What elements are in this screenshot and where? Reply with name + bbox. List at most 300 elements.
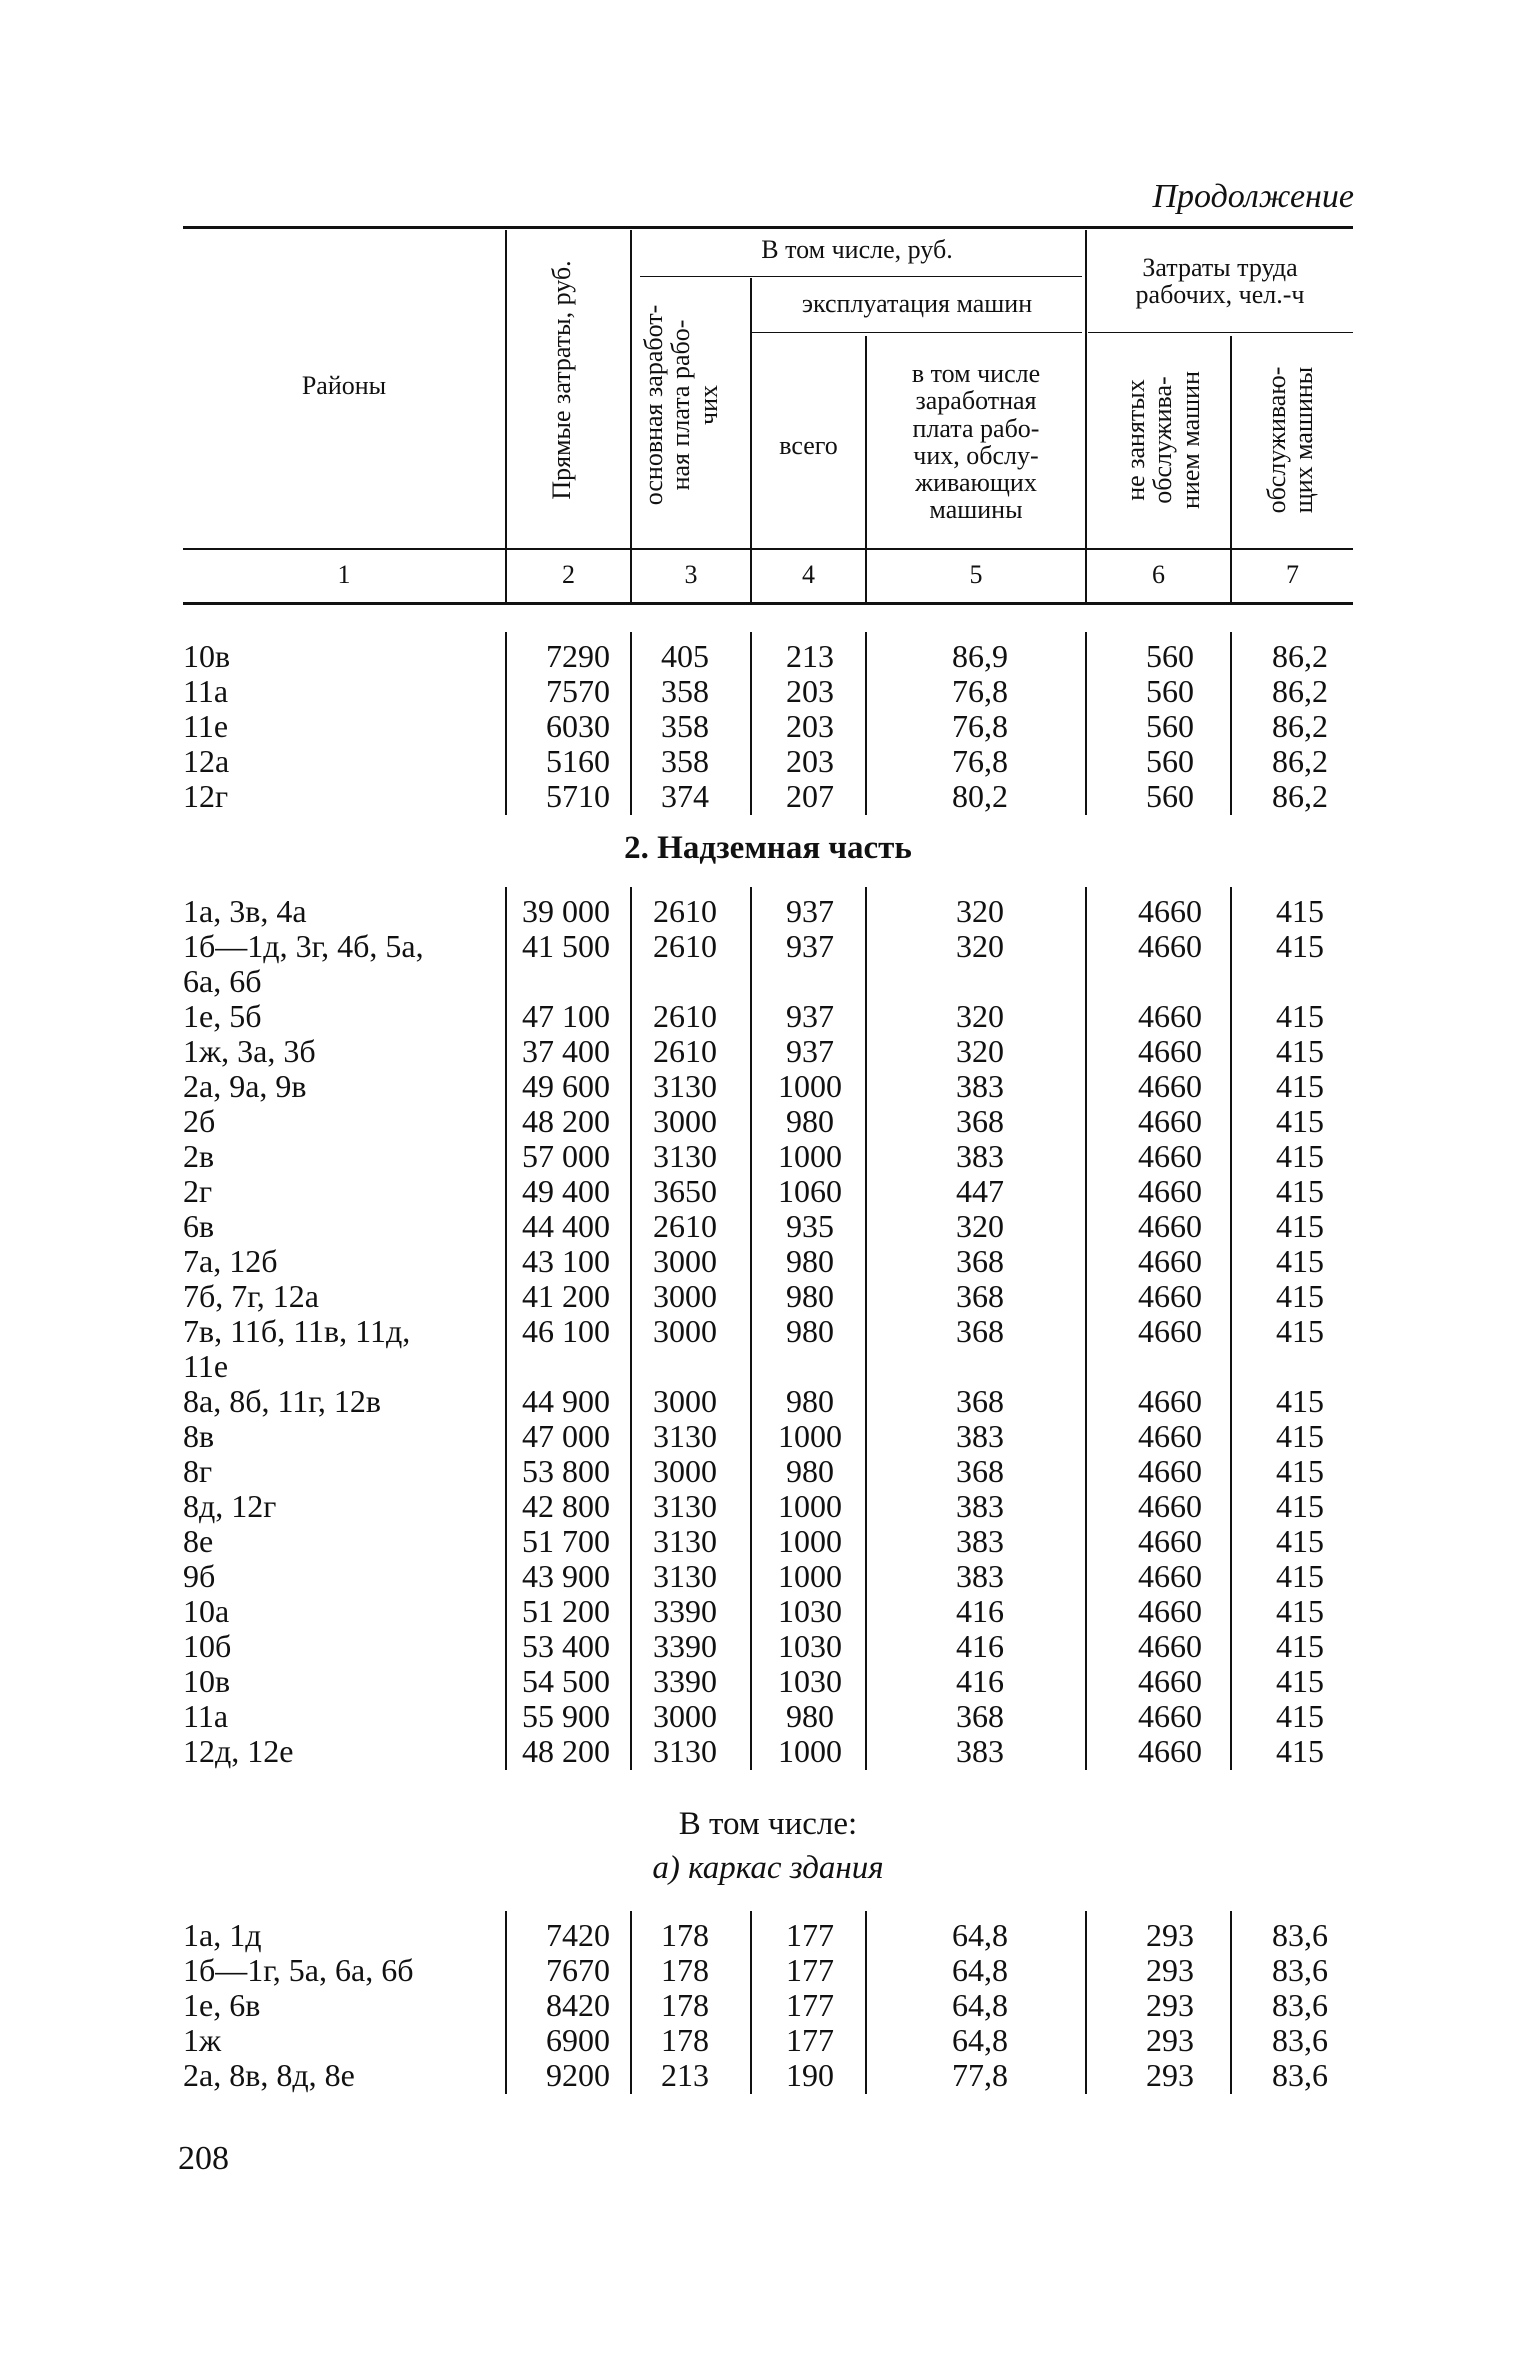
value-cell: 560: [1146, 778, 1194, 814]
value-cell: 1060: [778, 1173, 842, 1209]
district-cell: 8г: [183, 1453, 213, 1489]
value-cell: 43 100: [522, 1243, 610, 1279]
header-line: плата рабо-: [912, 413, 1040, 443]
value-cell: 560: [1146, 673, 1194, 709]
value-cell: 447: [956, 1173, 1004, 1209]
table-row: [0, 1488, 1536, 1523]
column-divider: [865, 1911, 867, 2094]
value-cell: 4660: [1138, 1243, 1202, 1279]
value-cell: 203: [786, 673, 834, 709]
value-cell: 3000: [653, 1103, 717, 1139]
value-cell: 405: [661, 638, 709, 674]
value-cell: 64,8: [952, 2022, 1008, 2058]
value-cell: 7570: [546, 673, 610, 709]
value-cell: 53 400: [522, 1628, 610, 1664]
district-cell: 12а: [183, 743, 230, 779]
table-row: [0, 2022, 1536, 2057]
value-cell: 83,6: [1272, 1952, 1328, 1988]
value-cell: 8420: [546, 1987, 610, 2023]
value-cell: 415: [1276, 1488, 1324, 1524]
value-cell: 54 500: [522, 1663, 610, 1699]
district-cell: 2б: [183, 1103, 216, 1139]
value-cell: 1000: [778, 1488, 842, 1524]
district-cell: 1ж: [183, 2022, 222, 2058]
value-cell: 937: [786, 928, 834, 964]
value-cell: 86,2: [1272, 743, 1328, 779]
column-number: 7: [1286, 560, 1299, 589]
column-number: 1: [337, 560, 351, 589]
header-servicing: [1263, 345, 1318, 535]
value-cell: 86,2: [1272, 708, 1328, 744]
table-row: [0, 1917, 1536, 1952]
value-cell: 7420: [546, 1917, 610, 1953]
header-line: машины: [929, 495, 1023, 525]
value-cell: 980: [786, 1243, 834, 1279]
table-row: [0, 1313, 1536, 1348]
column-divider: [630, 632, 632, 815]
table-row: [0, 1243, 1536, 1278]
table-row: [0, 998, 1536, 1033]
header-base-wage: [640, 275, 722, 535]
value-cell: 42 800: [522, 1488, 610, 1524]
district-cell: 10а: [183, 1593, 230, 1629]
district-cell: 7а, 12б: [183, 1243, 278, 1279]
value-cell: 207: [786, 778, 834, 814]
group-rule: [1088, 332, 1353, 333]
value-cell: 3130: [653, 1418, 717, 1454]
value-cell: 80,2: [952, 778, 1008, 814]
district-cell: 6в: [183, 1208, 215, 1244]
value-cell: 415: [1276, 1313, 1324, 1349]
value-cell: 293: [1146, 1917, 1194, 1953]
header-line: Затраты труда: [1142, 253, 1298, 282]
value-cell: 320: [956, 1208, 1004, 1244]
column-divider: [1230, 1911, 1232, 2094]
column-number: 5: [969, 560, 983, 589]
header-line: чих, обслу-: [913, 440, 1039, 470]
header-line: щих машины: [1289, 366, 1319, 514]
value-cell: 55 900: [522, 1698, 610, 1734]
column-divider: [630, 1911, 632, 2094]
value-cell: 41 500: [522, 928, 610, 964]
value-cell: 4660: [1138, 1698, 1202, 1734]
value-cell: 358: [661, 673, 709, 709]
table-row: [0, 1523, 1536, 1558]
column-divider: [1085, 887, 1087, 1770]
value-cell: 83,6: [1272, 1917, 1328, 1953]
district-cell: 8д, 12г: [183, 1488, 277, 1524]
value-cell: 293: [1146, 1952, 1194, 1988]
value-cell: 47 000: [522, 1418, 610, 1454]
value-cell: 4660: [1138, 1313, 1202, 1349]
header-divider: [630, 230, 632, 602]
value-cell: 293: [1146, 1987, 1194, 2023]
column-number: 3: [684, 560, 698, 589]
table-section: [0, 638, 1536, 818]
column-number: 4: [802, 560, 815, 589]
column-number: 6: [1152, 560, 1165, 589]
value-cell: 177: [786, 1917, 834, 1953]
value-cell: 415: [1276, 1208, 1324, 1244]
table-row: [0, 1278, 1536, 1313]
value-cell: 2610: [653, 893, 717, 929]
header-group-rub: В том числе, руб.: [761, 235, 953, 264]
value-cell: 57 000: [522, 1138, 610, 1174]
column-divider: [1085, 632, 1087, 815]
value-cell: 383: [956, 1523, 1004, 1559]
district-cell: 10в: [183, 1663, 231, 1699]
value-cell: 415: [1276, 1383, 1324, 1419]
column-divider: [505, 1911, 507, 2094]
value-cell: 4660: [1138, 1628, 1202, 1664]
value-cell: 4660: [1138, 1208, 1202, 1244]
table-row: [0, 2057, 1536, 2092]
district-cell: 6а, 6б: [183, 963, 262, 999]
value-cell: 86,9: [952, 638, 1008, 674]
header-line: ная плата рабо-: [666, 319, 696, 491]
value-cell: 3650: [653, 1173, 717, 1209]
district-cell: 12д, 12е: [183, 1733, 294, 1769]
value-cell: 3000: [653, 1278, 717, 1314]
table-row: [0, 1558, 1536, 1593]
table-section: [0, 1917, 1536, 2107]
value-cell: 415: [1276, 1523, 1324, 1559]
value-cell: 9200: [546, 2057, 610, 2093]
value-cell: 64,8: [952, 1952, 1008, 1988]
header-direct-costs: Прямые затраты, руб.: [547, 260, 576, 500]
value-cell: 415: [1276, 1733, 1324, 1769]
value-cell: 415: [1276, 893, 1324, 929]
value-cell: 416: [956, 1628, 1004, 1664]
value-cell: 7670: [546, 1952, 610, 1988]
value-cell: 416: [956, 1593, 1004, 1629]
value-cell: 980: [786, 1103, 834, 1139]
value-cell: 368: [956, 1698, 1004, 1734]
value-cell: 4660: [1138, 1173, 1202, 1209]
value-cell: 190: [786, 2057, 834, 2093]
header-line: обслужива-: [1148, 376, 1178, 504]
value-cell: 4660: [1138, 1663, 1202, 1699]
value-cell: 44 900: [522, 1383, 610, 1419]
district-cell: 1а, 3в, 4а: [183, 893, 307, 929]
table-row: [0, 1383, 1536, 1418]
value-cell: 415: [1276, 928, 1324, 964]
column-divider: [750, 887, 752, 1770]
page-number: 208: [178, 2140, 229, 2177]
value-cell: 3000: [653, 1383, 717, 1419]
value-cell: 1030: [778, 1628, 842, 1664]
value-cell: 415: [1276, 1558, 1324, 1594]
table-row: [0, 1453, 1536, 1488]
table-row: [0, 1663, 1536, 1698]
value-cell: 4660: [1138, 1103, 1202, 1139]
value-cell: 383: [956, 1418, 1004, 1454]
value-cell: 4660: [1138, 893, 1202, 929]
value-cell: 86,2: [1272, 638, 1328, 674]
table-row: [0, 1418, 1536, 1453]
value-cell: 1000: [778, 1523, 842, 1559]
value-cell: 77,8: [952, 2057, 1008, 2093]
value-cell: 415: [1276, 1138, 1324, 1174]
value-cell: 4660: [1138, 998, 1202, 1034]
value-cell: 1000: [778, 1138, 842, 1174]
district-cell: 8в: [183, 1418, 215, 1454]
value-cell: 1000: [778, 1068, 842, 1104]
value-cell: 415: [1276, 1593, 1324, 1629]
value-cell: 383: [956, 1068, 1004, 1104]
value-cell: 43 900: [522, 1558, 610, 1594]
table-row: [0, 673, 1536, 708]
table-row: [0, 1593, 1536, 1628]
value-cell: 213: [786, 638, 834, 674]
district-cell: 8а, 8б, 11г, 12в: [183, 1383, 381, 1419]
value-cell: 53 800: [522, 1453, 610, 1489]
header-machine-wage: [867, 360, 1085, 524]
table-row: [0, 1103, 1536, 1138]
value-cell: 4660: [1138, 1488, 1202, 1524]
value-cell: 980: [786, 1698, 834, 1734]
district-cell: 11е: [183, 708, 229, 744]
value-cell: 368: [956, 1243, 1004, 1279]
district-cell: 8е: [183, 1523, 214, 1559]
column-divider: [1230, 887, 1232, 1770]
value-cell: 374: [661, 778, 709, 814]
value-cell: 980: [786, 1383, 834, 1419]
value-cell: 3390: [653, 1628, 717, 1664]
header-top-rule: [183, 226, 1353, 229]
column-divider: [865, 632, 867, 815]
value-cell: 5710: [546, 778, 610, 814]
header-divider: [505, 230, 507, 602]
value-cell: 37 400: [522, 1033, 610, 1069]
column-divider: [630, 887, 632, 1770]
section-title: 2. Надземная часть: [624, 830, 912, 866]
value-cell: 2610: [653, 928, 717, 964]
value-cell: 178: [661, 2022, 709, 2058]
header-line: в том числе: [911, 359, 1041, 388]
value-cell: 4660: [1138, 1278, 1202, 1314]
header-line: не занятых: [1121, 379, 1150, 501]
value-cell: 2610: [653, 998, 717, 1034]
header-total: всего: [779, 431, 838, 460]
table-row: [0, 1208, 1536, 1243]
value-cell: 4660: [1138, 1383, 1202, 1419]
value-cell: 415: [1276, 1243, 1324, 1279]
value-cell: 44 400: [522, 1208, 610, 1244]
value-cell: 415: [1276, 1278, 1324, 1314]
value-cell: 51 200: [522, 1593, 610, 1629]
value-cell: 41 200: [522, 1278, 610, 1314]
value-cell: 415: [1276, 1068, 1324, 1104]
district-cell: 7в, 11б, 11в, 11д,: [183, 1313, 411, 1349]
header-line: обслуживаю-: [1262, 366, 1291, 514]
value-cell: 320: [956, 893, 1004, 929]
table-row: [0, 708, 1536, 743]
value-cell: 935: [786, 1208, 834, 1244]
district-cell: 11а: [183, 673, 229, 709]
value-cell: 64,8: [952, 1917, 1008, 1953]
value-cell: 203: [786, 708, 834, 744]
value-cell: 3130: [653, 1138, 717, 1174]
value-cell: 39 000: [522, 893, 610, 929]
value-cell: 4660: [1138, 1733, 1202, 1769]
value-cell: 2610: [653, 1033, 717, 1069]
value-cell: 83,6: [1272, 1987, 1328, 2023]
table-row: [0, 1348, 1536, 1383]
value-cell: 3390: [653, 1593, 717, 1629]
value-cell: 4660: [1138, 1593, 1202, 1629]
value-cell: 293: [1146, 2022, 1194, 2058]
value-cell: 49 600: [522, 1068, 610, 1104]
value-cell: 46 100: [522, 1313, 610, 1349]
value-cell: 5160: [546, 743, 610, 779]
header-bottom-rule: [183, 602, 1353, 605]
header-line: заработная: [915, 386, 1037, 416]
value-cell: 48 200: [522, 1733, 610, 1769]
value-cell: 1000: [778, 1558, 842, 1594]
value-cell: 415: [1276, 1698, 1324, 1734]
value-cell: 4660: [1138, 1558, 1202, 1594]
value-cell: 415: [1276, 998, 1324, 1034]
table-row: [0, 928, 1536, 963]
district-cell: 10в: [183, 638, 231, 674]
value-cell: 415: [1276, 1103, 1324, 1139]
table-row: [0, 893, 1536, 928]
value-cell: 3130: [653, 1488, 717, 1524]
value-cell: 3130: [653, 1068, 717, 1104]
district-cell: 1а, 1д: [183, 1917, 262, 1953]
table-row: [0, 778, 1536, 813]
district-cell: 11а: [183, 1698, 229, 1734]
district-cell: 1е, 5б: [183, 998, 262, 1034]
value-cell: 3130: [653, 1733, 717, 1769]
header-districts: Районы: [301, 371, 387, 400]
value-cell: 320: [956, 1033, 1004, 1069]
district-cell: 7б, 7г, 12а: [183, 1278, 319, 1314]
district-cell: 2а, 9а, 9в: [183, 1068, 307, 1104]
value-cell: 178: [661, 1917, 709, 1953]
district-cell: 2а, 8в, 8д, 8е: [183, 2057, 355, 2093]
value-cell: 415: [1276, 1173, 1324, 1209]
value-cell: 2610: [653, 1208, 717, 1244]
value-cell: 7290: [546, 638, 610, 674]
value-cell: 415: [1276, 1663, 1324, 1699]
value-cell: 1030: [778, 1593, 842, 1629]
value-cell: 368: [956, 1383, 1004, 1419]
value-cell: 83,6: [1272, 2057, 1328, 2093]
district-cell: 1ж, 3а, 3б: [183, 1033, 316, 1069]
value-cell: 76,8: [952, 708, 1008, 744]
value-cell: 415: [1276, 1418, 1324, 1454]
value-cell: 64,8: [952, 1987, 1008, 2023]
value-cell: 560: [1146, 708, 1194, 744]
value-cell: 47 100: [522, 998, 610, 1034]
header-line: основная заработ-: [639, 304, 668, 506]
district-cell: 9б: [183, 1558, 216, 1594]
value-cell: 980: [786, 1453, 834, 1489]
value-cell: 560: [1146, 743, 1194, 779]
header-labor-costs: [1087, 254, 1353, 309]
value-cell: 177: [786, 1952, 834, 1988]
district-cell: 11е: [183, 1348, 229, 1384]
value-cell: 1000: [778, 1733, 842, 1769]
value-cell: 4660: [1138, 928, 1202, 964]
value-cell: 76,8: [952, 673, 1008, 709]
value-cell: 177: [786, 2022, 834, 2058]
value-cell: 415: [1276, 1453, 1324, 1489]
value-cell: 49 400: [522, 1173, 610, 1209]
value-cell: 383: [956, 1138, 1004, 1174]
value-cell: 368: [956, 1278, 1004, 1314]
table-section: [0, 893, 1536, 1773]
group-rule: [752, 332, 1082, 333]
value-cell: 6900: [546, 2022, 610, 2058]
column-divider: [750, 632, 752, 815]
value-cell: 3130: [653, 1523, 717, 1559]
value-cell: 383: [956, 1733, 1004, 1769]
value-cell: 3000: [653, 1453, 717, 1489]
value-cell: 48 200: [522, 1103, 610, 1139]
value-cell: 358: [661, 743, 709, 779]
value-cell: 293: [1146, 2057, 1194, 2093]
value-cell: 3000: [653, 1313, 717, 1349]
table-row: [0, 1138, 1536, 1173]
value-cell: 3390: [653, 1663, 717, 1699]
table-row: [0, 963, 1536, 998]
value-cell: 415: [1276, 1628, 1324, 1664]
value-cell: 3000: [653, 1698, 717, 1734]
district-cell: 2в: [183, 1138, 215, 1174]
value-cell: 76,8: [952, 743, 1008, 779]
table-row: [0, 1628, 1536, 1663]
header-line: рабочих, чел.-ч: [1135, 280, 1305, 310]
column-divider: [1085, 1911, 1087, 2094]
table-row: [0, 743, 1536, 778]
value-cell: 415: [1276, 1033, 1324, 1069]
value-cell: 320: [956, 998, 1004, 1034]
value-cell: 980: [786, 1278, 834, 1314]
value-cell: 368: [956, 1313, 1004, 1349]
value-cell: 383: [956, 1488, 1004, 1524]
column-number: 2: [562, 560, 575, 589]
value-cell: 177: [786, 1987, 834, 2023]
column-divider: [505, 887, 507, 1770]
value-cell: 4660: [1138, 1068, 1202, 1104]
value-cell: 203: [786, 743, 834, 779]
district-cell: 12г: [183, 778, 229, 814]
table-row: [0, 1733, 1536, 1768]
table-row: [0, 1173, 1536, 1208]
table-row: [0, 1987, 1536, 2022]
value-cell: 1030: [778, 1663, 842, 1699]
district-cell: 10б: [183, 1628, 232, 1664]
table-row: [0, 1952, 1536, 1987]
continuation-label: Продолжение: [1152, 178, 1354, 215]
column-divider: [505, 632, 507, 815]
header-not-busy: [1122, 345, 1204, 535]
value-cell: 4660: [1138, 1523, 1202, 1559]
value-cell: 368: [956, 1453, 1004, 1489]
value-cell: 320: [956, 928, 1004, 964]
section-subtitle: а) каркас здания: [652, 1850, 884, 1886]
value-cell: 937: [786, 893, 834, 929]
value-cell: 3130: [653, 1558, 717, 1594]
value-cell: 368: [956, 1103, 1004, 1139]
district-cell: 2г: [183, 1173, 213, 1209]
value-cell: 937: [786, 1033, 834, 1069]
value-cell: 3000: [653, 1243, 717, 1279]
value-cell: 980: [786, 1313, 834, 1349]
